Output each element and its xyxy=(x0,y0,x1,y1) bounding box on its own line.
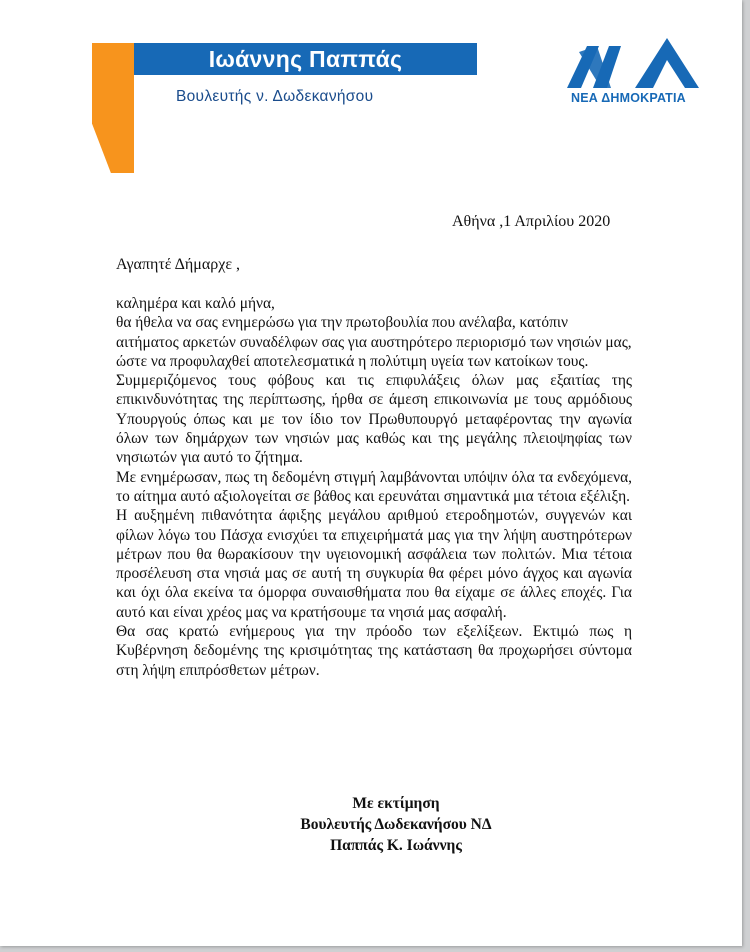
letter-opening: καλημέρα και καλό μήνα, xyxy=(116,295,275,312)
signature-closing: Με εκτίμηση xyxy=(352,795,440,812)
letter-paragraph-2: Συμμεριζόμενος τους φόβους και τις επιφυλάξεις όλων μας εξαιτίας της επικινδυνότητας της περίπτωσης, ήρθα σε άμεση επικοινωνία με τους αρμόδιους Υπουργούς όπως και με τον ίδιο τον Πρωθυπουργό μεταφέροντας την αγωνία όλων των δημάρχων των νησιών μας καθώς και της μεγάλης πλειοψηφίας των νησιωτών για αυτό το ζήτημα. xyxy=(116,372,632,467)
letter-paragraph-1: θα ήθελα να σας ενημερώσω για την πρωτοβουλία που ανέλαβα, κατόπιν αιτήματος αρκετών συναδέλφων σας για αυστηρότερο περιορισμό των νησιών μας, ώστε να προφυλαχθεί αποτελεσματικά η πολύτιμη υγεία των κατοίκων τους. xyxy=(116,314,632,370)
letter-greeting: Αγαπητέ Δήμαρχε , xyxy=(116,256,241,273)
letter-paragraph-4: Η αυξημένη πιθανότητα άφιξης μεγάλου αριθμού ετεροδημοτών, συγγενών και φίλων λόγω του Πάσχα ενισχύει τα επιχειρήματά μας για την λήψη αυστηρότερων μέτρων που θα θωρακίσουν την υγειονομική ασφάλεια των πολιτών. Μια τέτοια προσέλευση στα νησιά μας σε αυτή τη συγκυρία θα φέρει μόνο άγχος και αγωνία και όχι όλα εκείνα τα όμορφα συναισθήματα που θα είχαμε σε άλλες εποχές. Για αυτό και είναι χρέος μας να κρατήσουμε τα νησιά μας ασφαλή. xyxy=(116,507,632,621)
signature-role: Βουλευτής Δωδεκανήσου ΝΔ xyxy=(300,816,492,833)
letter-paragraph-3: Με ενημέρωσαν, πως τη δεδομένη στιγμή λαμβάνονται υπόψιν όλα τα ενδεχόμενα, το αίτημα αυτό αξιολογείται σε βάθος και ερευνάται σημαντικά μια τέτοια εξέλιξη. xyxy=(116,468,632,505)
mp-name-banner: Ιωάννης Παππάς xyxy=(134,43,477,75)
party-name: ΝΕΑ ΔΗΜΟΚΡΑΤΙΑ xyxy=(571,91,686,105)
letter-paragraph-5: Θα σας κρατώ ενήμερους για την πρόοδο των εξελίξεων. Εκτιμώ πως η Κυβέρνηση δεδομένης της κρισιμότητας της κατάσταση θα προχωρήσει σύντομα στη λήψη επιπρόσθετων μέτρων. xyxy=(116,623,632,679)
signature-name: Παππάς Κ. Ιωάννης xyxy=(330,837,462,854)
letterhead-orange-stripe xyxy=(92,43,134,173)
letter-date: Αθήνα ,1 Απριλίου 2020 xyxy=(452,213,611,230)
signature-block xyxy=(246,793,546,856)
nd-party-logo xyxy=(563,38,703,90)
mp-title: Βουλευτής ν. Δωδεκανήσου xyxy=(176,88,374,105)
letter-body xyxy=(116,294,632,680)
